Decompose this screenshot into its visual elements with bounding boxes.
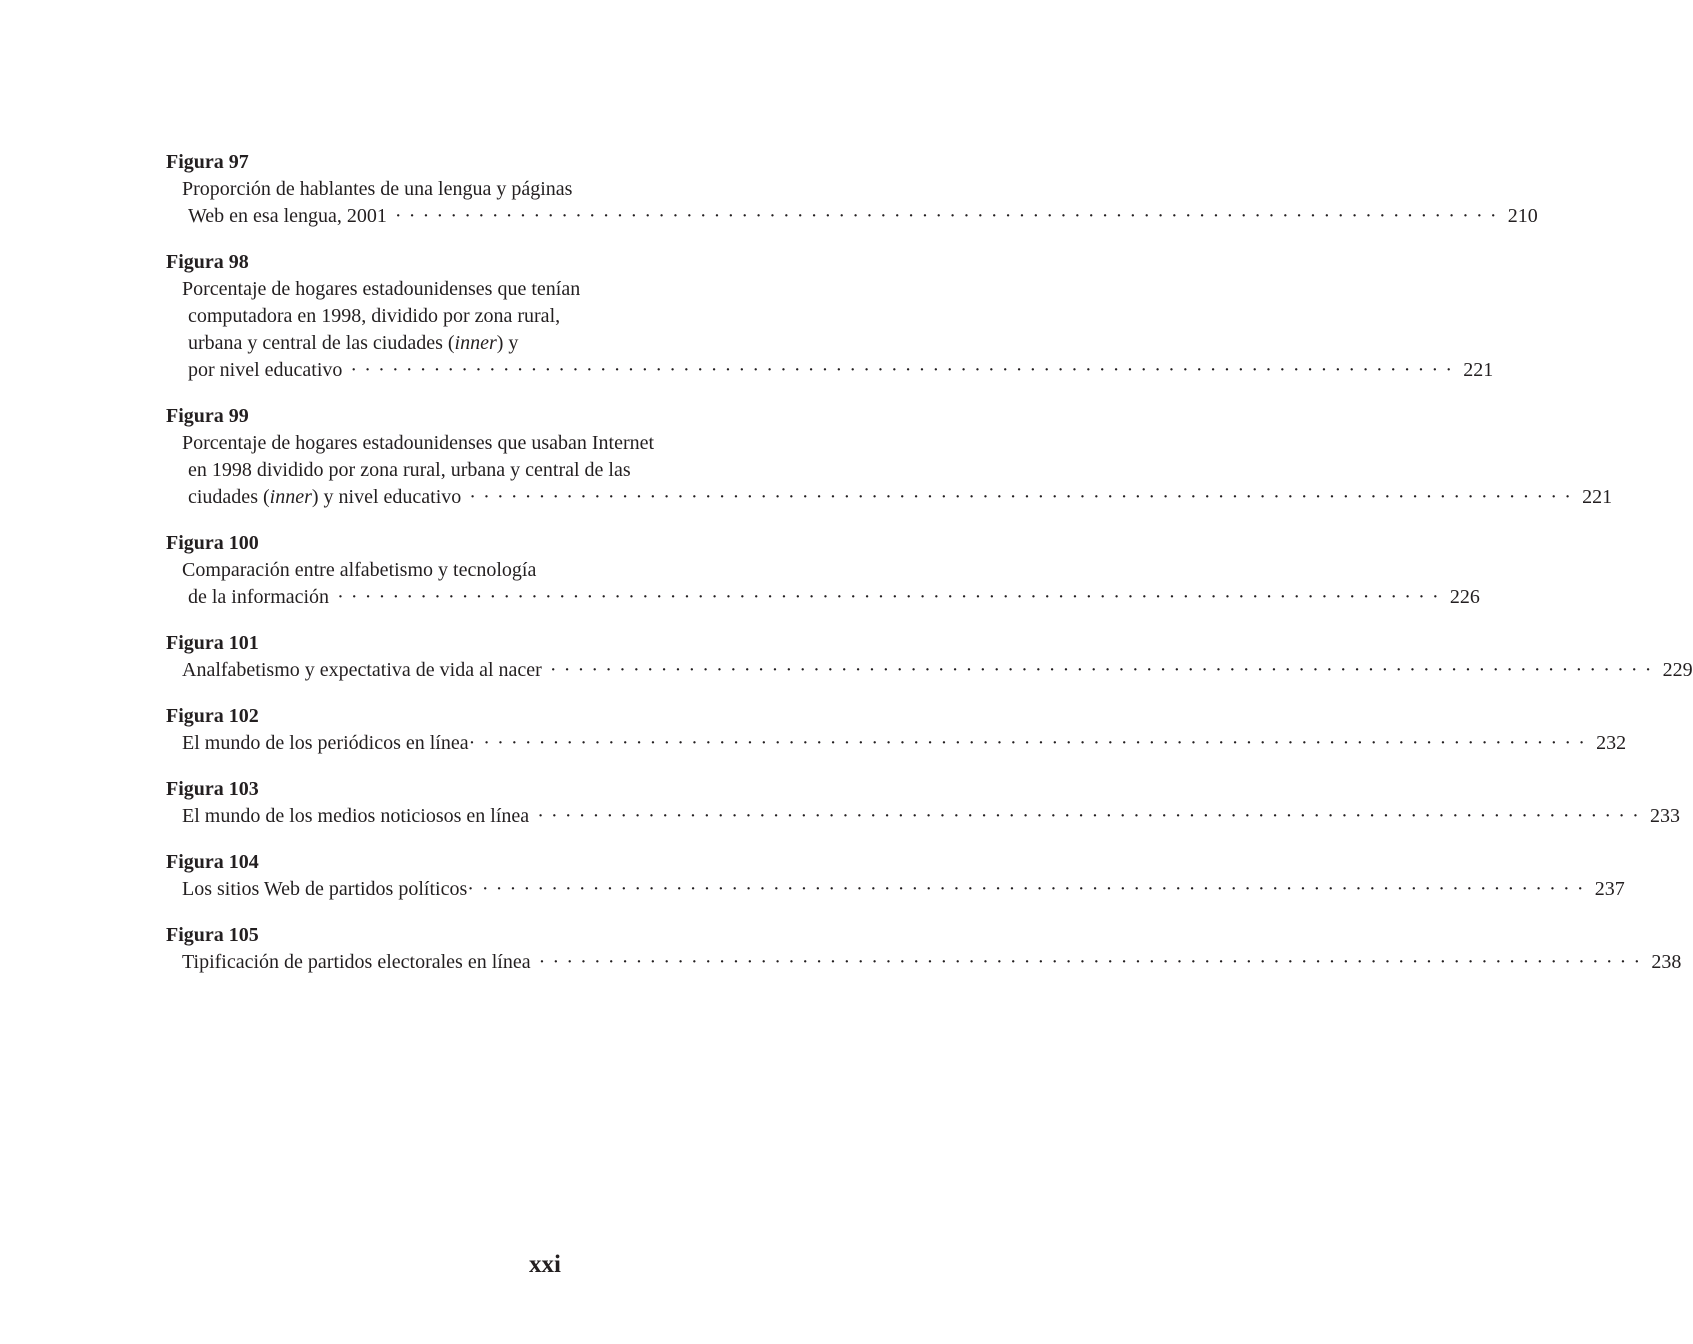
dot-leader: ················································································ — [469, 486, 1579, 508]
entry-title: Figura 105 — [166, 924, 259, 946]
toc-entry — [166, 630, 1693, 684]
entry-page-number: 221 — [1463, 359, 1494, 381]
entry-caption-line-with-leader — [166, 876, 1625, 903]
dot-leader: ················································································ — [481, 878, 1591, 900]
entry-page-number: 238 — [1651, 951, 1682, 973]
toc-entry — [166, 249, 1494, 384]
entry-caption-line: Porcentaje de hogares estadounidenses que tenían — [182, 278, 581, 300]
entry-caption-text: Web en esa lengua, 2001 — [188, 205, 387, 227]
entry-caption-text: ciudades (inner) y nivel educativo — [188, 486, 462, 508]
entry-title: Figura 103 — [166, 778, 259, 800]
entry-title: Figura 98 — [166, 251, 249, 273]
toc-entry — [166, 403, 1613, 511]
entry-title: Figura 100 — [166, 532, 259, 554]
entry-caption-text: El mundo de los medios noticiosos en línea — [182, 805, 530, 827]
entry-title: Figura 101 — [166, 632, 259, 654]
entry-page-number: 233 — [1650, 805, 1680, 827]
dot-leader: ················································································ — [483, 732, 1593, 754]
entry-title: Figura 97 — [166, 151, 249, 173]
toc-entry — [166, 530, 1480, 611]
entry-caption-text: El mundo de los periódicos en línea· — [182, 732, 476, 754]
entry-caption-line: urbana y central de las ciudades (inner) y — [188, 332, 519, 354]
entry-caption-line: Porcentaje de hogares estadounidenses que usaban Internet — [182, 432, 655, 454]
toc-entry — [166, 922, 1682, 976]
dot-leader: ················································································ — [394, 205, 1504, 227]
dot-leader: ················································································ — [538, 951, 1648, 973]
entry-caption-text: Tipificación de partidos electorales en línea — [182, 951, 531, 973]
entry-caption-text: de la información — [188, 586, 330, 608]
toc-entry — [166, 776, 1680, 830]
entry-page-number: 229 — [1662, 659, 1693, 681]
entry-caption-line: en 1998 dividido por zona rural, urbana y central de las — [188, 459, 631, 481]
entry-caption-text: por nivel educativo — [188, 359, 343, 381]
entry-caption-line-with-leader — [166, 203, 1538, 230]
entry-title: Figura 102 — [166, 705, 259, 727]
dot-leader: ················································································ — [337, 586, 1446, 608]
entry-caption-line-with-leader — [166, 657, 1693, 684]
dot-leader: ················································································ — [350, 359, 1460, 381]
entry-caption-line-with-leader — [166, 949, 1682, 976]
list-of-figures — [166, 149, 1693, 995]
entry-page-number: 232 — [1596, 732, 1627, 754]
entry-page-number: 237 — [1594, 878, 1625, 900]
dot-leader: ················································································ — [549, 659, 1659, 681]
entry-caption-line: Comparación entre alfabetismo y tecnología — [182, 559, 537, 581]
toc-entry — [166, 149, 1538, 230]
entry-caption-text: Analfabetismo y expectativa de vida al nacer — [182, 659, 542, 681]
page-folio: xxi — [529, 1251, 561, 1278]
entry-caption-line-with-leader — [166, 803, 1680, 830]
entry-caption-line: Proporción de hablantes de una lengua y páginas — [182, 178, 573, 200]
entry-caption-line-with-leader — [166, 584, 1480, 611]
toc-entry — [166, 703, 1627, 757]
toc-entry — [166, 849, 1625, 903]
entry-caption-line: computadora en 1998, dividido por zona rural, — [188, 305, 561, 327]
entry-caption-line-with-leader — [166, 357, 1494, 384]
entry-caption-line-with-leader — [166, 484, 1613, 511]
entry-caption-text: Los sitios Web de partidos políticos· — [182, 878, 474, 900]
entry-title: Figura 99 — [166, 405, 249, 427]
entry-caption-line-with-leader — [166, 730, 1627, 757]
entry-page-number: 226 — [1449, 586, 1480, 608]
dot-leader: ················································································ — [537, 805, 1646, 827]
entry-page-number: 221 — [1582, 486, 1613, 508]
entry-title: Figura 104 — [166, 851, 259, 873]
entry-page-number: 210 — [1507, 205, 1538, 227]
